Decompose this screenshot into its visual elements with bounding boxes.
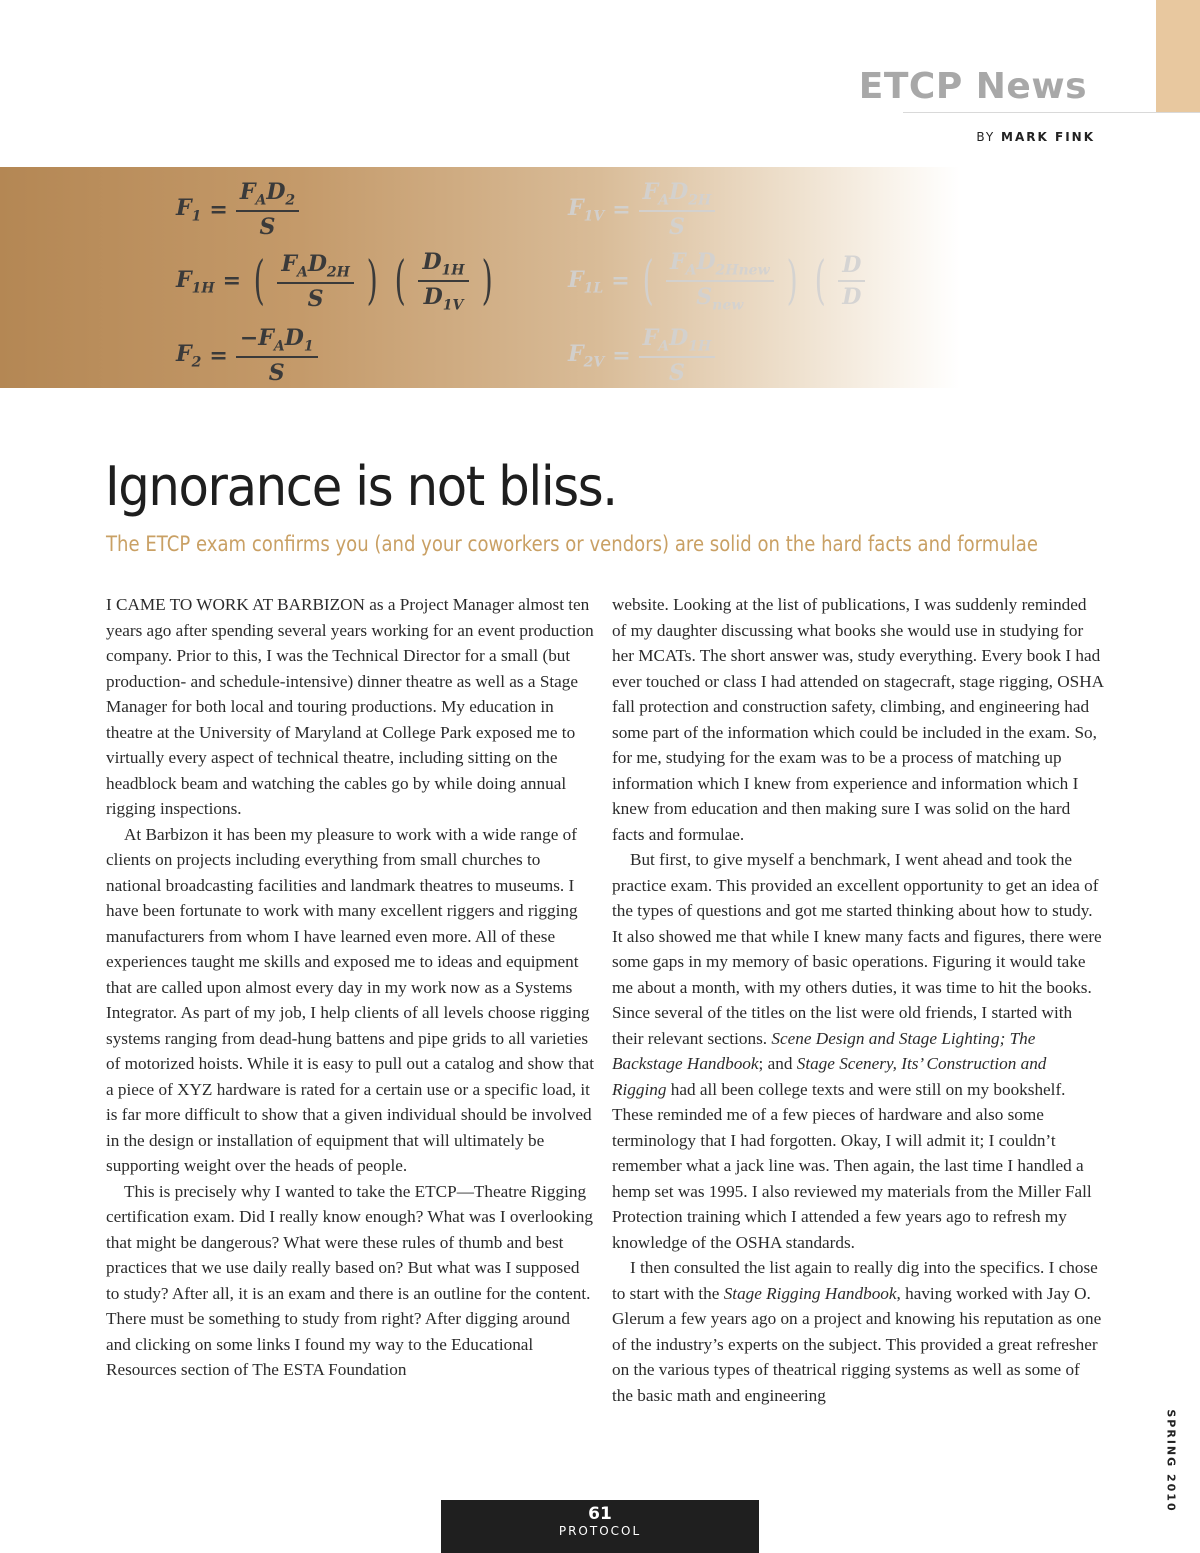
paragraph: At Barbizon it has been my pleasure to work with a wide range of clients on projects including everything from small churches to national broadcasting facilities and landmark theatres to museums. I have been fortunate to work with many excellent riggers and rigging manufacturers from whom I have learned even more. All of these experiences taught me skills and exposed me to ideas and equipment that are called upon almost every day in my work now as a Systems Integrator. As part of my job, I help clients of all levels choose rigging systems ranging from dead-hung battens and pipe grids to all varieties of motorized hoists. While it is easy to pull out a catalog and show that a piece of XYZ hardware is rated for a certain use or a specific load, it is far more difficult to show that a given individual should be involved in the design or installation of equipment that will ultimately be supporting weight over the heads of people. <box>106 824 595 1175</box>
book-title: Scene Design and Stage Lighting; The Backstage Handbook <box>612 1028 1036 1073</box>
issue-label: SPRING 2010 <box>1164 1408 1178 1513</box>
section-title: ETCP News <box>858 66 1087 107</box>
corner-tab <box>1156 0 1200 113</box>
paragraph: I CAME TO WORK AT BARBIZON as a Project Manager almost ten years ago after spending several years working for an event production company. Prior to this, I was the Technical Director for a small (but production- and schedule-intensive) dinner theatre as well as a Stage Manager for both local and touring productions. My education in theatre at the University of Maryland at College Park exposed me to virtually every aspect of technical theatre, including sitting on the headblock beam and watching the cables go by while doing annual rigging inspections. <box>106 595 594 818</box>
equation-f2: $F_2$ = $\frac{-F_AD_1}{S}$ <box>176 325 318 386</box>
article-column-left <box>106 592 596 1383</box>
book-title: Stage Rigging Handbook <box>723 1283 897 1303</box>
equation-f1v: $F_{1V}$ = $\frac{F_AD_{2H}}{S}$ <box>568 179 715 240</box>
equation-f1h: $F_{1H}$ = ( $\frac{F_AD_{2H}}{S}$ ) ( $\frac{D_{1H}}{D_{1V}}$ ) <box>176 249 493 314</box>
formula-banner <box>0 167 1200 388</box>
book-title: Stage Scenery, Its’ Construction and Rigging <box>612 1054 1047 1099</box>
equation-f1: $F_1$ = $\frac{F_AD_2}{S}$ <box>176 179 299 240</box>
byline <box>976 130 1095 144</box>
byline-prefix: BY <box>976 130 996 144</box>
equation-f1l: $F_{1L}$ = ( $\frac{F_AD_{2Hnew}}{S_{new}}$ ) ( $\frac{D}{D}$ <box>568 249 865 314</box>
page-footer <box>441 1500 759 1553</box>
header-rule <box>903 112 1200 113</box>
byline-author: MARK FINK <box>1001 130 1095 144</box>
magazine-name: PROTOCOL <box>558 1524 642 1538</box>
paragraph: But first, to give myself a benchmark, I went ahead and took the practice exam. This provided an excellent opportunity to get an idea of the types of questions and got me started thinking about how to study. It also showed me that while I knew many facts and figures, there were some gaps in my memory of basic operations. Figuring it would take me about a month, with my others duties, it was time to hit the books. Since several of the titles on the list were old friends, I started with their relevant sections. Scene Design and Stage Lighting; The Backstage Handbook; and Stage Scenery, Its’ Construction and Rigging had all been college texts and were still on my bookshelf. These reminded me of a few pieces of hardware and also some terminology that I had forgotten. Okay, I will admit it; I couldn’t remember what a jack line was. Then again, the last time I handled a hemp set was 1995. I also reviewed my materials from the Miller Fall Protection training which I attended a few years ago to refresh my knowledge of the OSHA standards. <box>612 850 1102 1252</box>
headline: Ignorance is not bliss. <box>105 455 617 518</box>
equation-f2v: $F_{2V}$ = $\frac{F_AD_{1H}}{S}$ <box>568 325 715 386</box>
paragraph: website. Looking at the list of publications, I was suddenly reminded of my daughter discussing what books she would use in studying for her MCATs. The short answer was, study everything. Every book I had ever touched or class I had attended on stagecraft, stage rigging, OSHA fall protection and construction safety, climbing, and engineering had some part of the information which could be included in the exam. So, for me, studying for the exam was to be a process of matching up information which I knew from experience and information which I knew from education and then making sure I was solid on the hard facts and formulae. <box>612 595 1104 844</box>
paragraph: I then consulted the list again to really dig into the specifics. I chose to start with the Stage Rigging Handbook, having worked with Jay O. Glerum a few years ago on a project and knowing his reputation as one of the industry’s experts on the subject. This provided a great refresher on the various types of theatrical rigging systems as well as some of the basic math and engineering <box>612 1258 1102 1405</box>
page-number: 61 <box>588 1504 612 1524</box>
paragraph: This is precisely why I wanted to take the ETCP—Theatre Rigging certification exam. Did I really know enough? What was I overlooking that might be dangerous? What were these rules of thumb and best practices that we use daily really based on? But what was I supposed to study? After all, it is an exam and there is an outline for the content. There must be something to study from right? After digging around and clicking on some links I found my way to the Educational Resources section of The ESTA Foundation <box>106 1181 593 1379</box>
subheadline: The ETCP exam confirms you (and your coworkers or vendors) are solid on the hard facts and formulae <box>106 532 1038 556</box>
article-column-right <box>612 592 1104 1408</box>
